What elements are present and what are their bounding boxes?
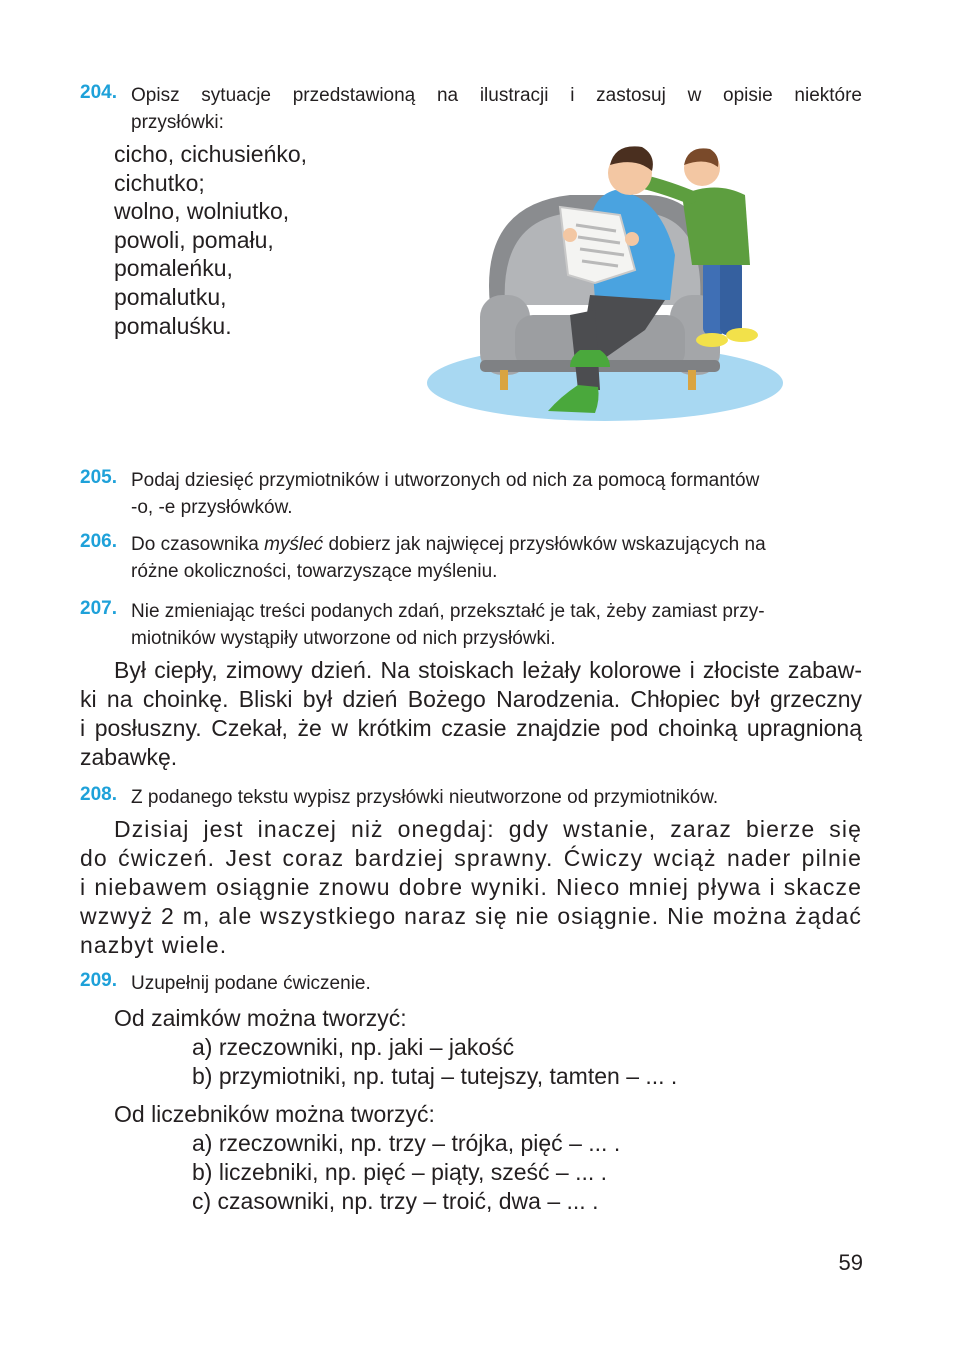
instruction-text: dobierz jak najwięcej przysłówków wskazujących na: [323, 534, 766, 555]
exercise-number: 206.: [80, 531, 117, 552]
exercise-instruction: miotników wystąpiły utworzone od nich przysłówki.: [131, 628, 556, 649]
group-heading: Od liczebników można tworzyć:: [114, 1101, 435, 1127]
list-item: c) czasowniki, np. trzy – troić, dwa – ... .: [192, 1188, 599, 1214]
exercise-instruction: Podaj dziesięć przymiotników i utworzonych od nich za pomocą formantów: [131, 470, 760, 491]
instruction-text: Do czasownika: [131, 534, 265, 555]
list-item: cichutko;: [114, 169, 205, 196]
exercise-number: 209.: [80, 970, 117, 991]
list-item: a) rzeczowniki, np. jaki – jakość: [192, 1034, 515, 1060]
text-line: nazbyt wiele.: [80, 932, 228, 958]
text-line: ki na choinkę. Bliski był dzień Bożego Narodzenia. Chłopiec był grzeczny: [80, 686, 862, 712]
text-line: wzwyż 2 m, ale wszystkiego naraz się nie osiągnie. Nie można żądać: [80, 903, 862, 929]
exercise-206: [80, 531, 862, 585]
list-item: powoli, pomału,: [114, 226, 274, 253]
exercise-instruction: różne okoliczności, towarzyszące myśleniu.: [131, 561, 498, 582]
adverb-list: [114, 140, 307, 340]
list-item: pomalutku,: [114, 283, 227, 310]
text-line: i posłuszny. Czekał, że w krótkim czasie znajdzie pod choinką upragnioną: [80, 715, 862, 741]
exercise-number: 207.: [80, 598, 117, 619]
text-line: Był ciepły, zimowy dzień. Na stoiskach leżały kolorowe i złociste zabaw-: [114, 657, 862, 683]
instruction-italic-word: myśleć: [264, 534, 324, 555]
text-line: do ćwiczeń. Jest coraz bardziej sprawny. Ćwiczy wciąż nader pilnie: [80, 845, 862, 871]
list-item: pomaleńku,: [114, 255, 233, 282]
illustration: [420, 135, 795, 435]
exercise-number: 208.: [80, 784, 117, 805]
exercise-number: 205.: [80, 467, 117, 488]
exercise-205: [80, 467, 862, 521]
list-item: a) rzeczowniki, np. trzy – trójka, pięć – ... .: [192, 1130, 621, 1156]
list-item: b) przymiotniki, np. tutaj – tutejszy, tamten – ... .: [192, 1063, 678, 1089]
group-heading: Od zaimków można tworzyć:: [114, 1005, 407, 1031]
exercise-instruction: Z podanego tekstu wypisz przysłówki nieutworzone od przymiotników.: [131, 787, 719, 808]
exercise-209: [80, 970, 862, 997]
list-item: b) liczebniki, np. pięć – piąty, sześć – ... .: [192, 1159, 608, 1185]
list-item: wolno, wolniutko,: [114, 198, 290, 225]
list-item: pomaluśku.: [114, 312, 232, 339]
exercise-instruction: Nie zmieniając treści podanych zdań, przekształć je tak, żeby zamiast przy-: [131, 601, 765, 622]
exercise-instruction: [131, 531, 862, 558]
exercise-instruction: Opisz sytuacje przedstawioną na ilustracji i zastosuj w opisie niektóre: [131, 85, 862, 106]
page-number: 59: [838, 1250, 863, 1275]
exercise-instruction: Uzupełnij podane ćwiczenie.: [131, 973, 371, 994]
exercise-number: 204.: [80, 82, 117, 103]
exercise-208-text: [80, 815, 862, 960]
exercise-instruction: -o, -e przysłówków.: [131, 497, 293, 518]
list-item: cicho, cichusieńko,: [114, 141, 308, 167]
text-line: Dzisiaj jest inaczej niż onegdaj: gdy wstanie, zaraz bierze się: [114, 816, 862, 842]
text-line: i niebawem osiągnie znowu dobre wyniki. Nieco mniej pływa i skacze: [80, 874, 862, 900]
exercise-208: [80, 784, 862, 811]
exercise-instruction: przysłówki:: [131, 112, 224, 133]
exercise-207-text: [80, 656, 862, 772]
exercise-207: [80, 598, 862, 652]
text-line: zabawkę.: [80, 744, 178, 770]
exercise-204: [80, 82, 862, 136]
